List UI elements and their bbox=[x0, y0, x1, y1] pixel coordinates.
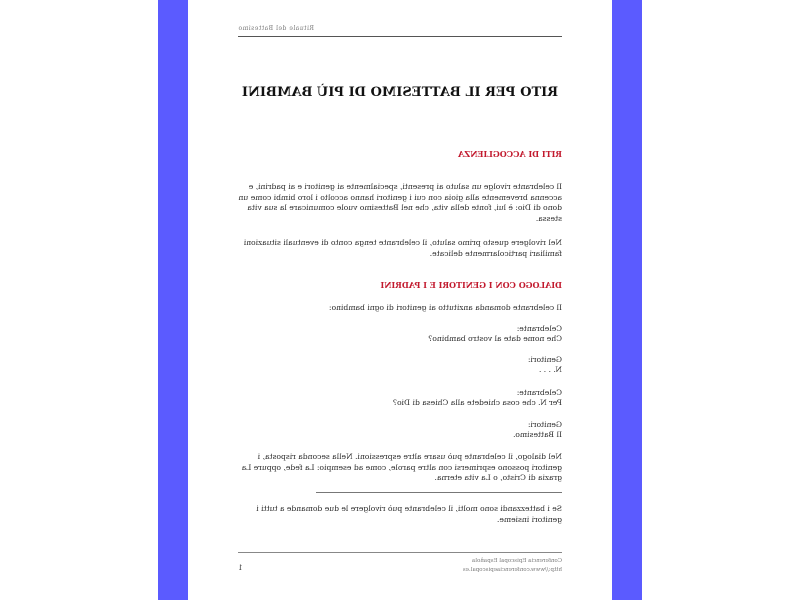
footer-rule bbox=[238, 552, 562, 553]
footer bbox=[463, 557, 562, 575]
left-blue-band bbox=[158, 0, 188, 600]
section-heading-dialogo: DIALOGO CON I GENITORI E I PADRINI bbox=[380, 280, 562, 290]
paragraph-dialogue-note: Nel dialogo, il celebrante può usare altre espressioni. Nella seconda risposta, i genitori possono esprimersi con altre parole, come ad esempio: La fede, oppure La grazia di Cristo, o La vita eterna. bbox=[241, 452, 562, 482]
dialogue-speaker-3: Celebrante: bbox=[516, 388, 562, 397]
page-title: RITO PER IL BATTESIMO DI PIÙ BAMBINI bbox=[241, 85, 559, 100]
dialogue-line-3: Per N. che cosa chiedete alla Chiesa di Dio? bbox=[392, 398, 562, 407]
running-head: Rituale del Battesimo bbox=[238, 25, 315, 32]
paragraph-situations: Nel rivolgere questo primo saluto, il celebrante tenga conto di eventuali situazioni familiari particolarmente delicate. bbox=[243, 238, 562, 258]
right-blue-band bbox=[612, 0, 642, 600]
dialogue-line-4: Il Battesimo. bbox=[513, 430, 562, 439]
section-divider bbox=[316, 492, 562, 493]
page-number: 1 bbox=[238, 564, 243, 572]
section-heading-accoglienza: RITI DI ACCOGLIENZA bbox=[458, 149, 562, 159]
dialogue-speaker-2: Genitori: bbox=[527, 355, 562, 364]
dialogue-speaker-1: Celebrante: bbox=[516, 324, 562, 333]
footer-url: http://www.conferenciaepiscopal.es bbox=[462, 567, 562, 573]
dialogue-line-1: Che nome date al vostro bambino? bbox=[428, 334, 562, 343]
header-rule bbox=[238, 36, 562, 37]
footer-organization: Conferencia Episcopal Española bbox=[472, 558, 562, 564]
dialogue-line-2: N. . . . bbox=[538, 365, 562, 374]
dialogue-speaker-4: Genitori: bbox=[527, 420, 562, 429]
paragraph-greeting: Il celebrante rivolge un saluto ai presenti, specialmente ai genitori e ai padrini, e accenna brevemente alla gioia con cui i genitori hanno accolto i loro bimbi come un dono di Dio: è lui, fonte della vita, che nel Battesimo vuole comunicare la sua vita stessa. bbox=[238, 182, 562, 223]
paragraph-intro: Il celebrante domanda anzitutto ai genitori di ogni bambino: bbox=[328, 303, 562, 312]
document-page bbox=[188, 0, 612, 600]
paragraph-many-children: Se i battezzandi sono molti, il celebrante può rivolgere le due domande a tutti i genitori insieme. bbox=[256, 504, 562, 524]
